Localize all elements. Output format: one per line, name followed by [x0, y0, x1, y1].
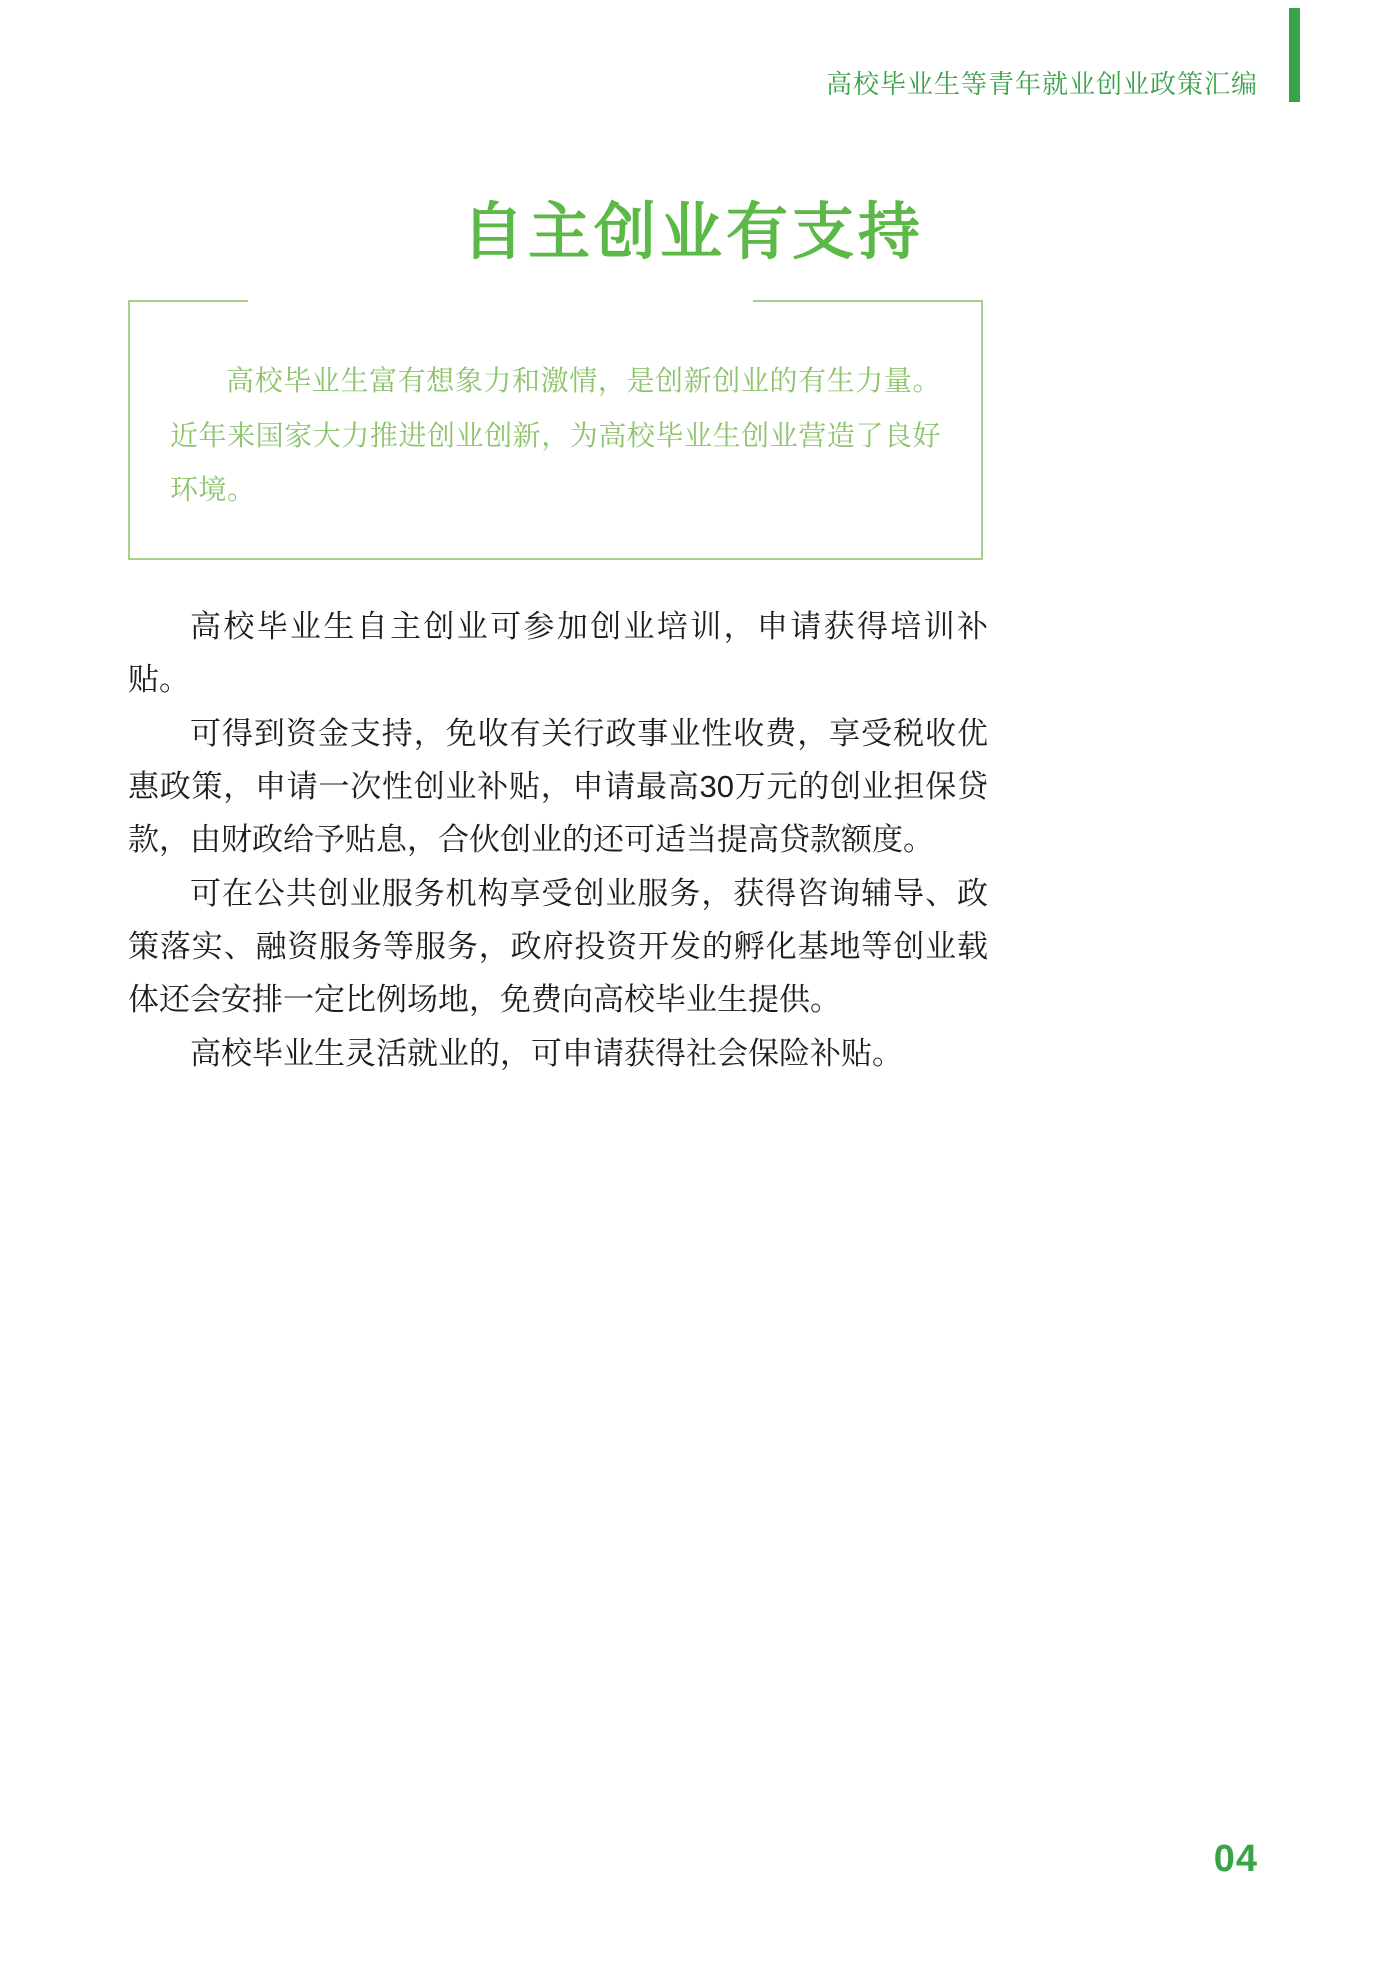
callout-box [128, 302, 983, 560]
body-paragraph: 可在公共创业服务机构享受创业服务，获得咨询辅导、政策落实、融资服务等服务，政府投资开发的孵化基地等创业载体还会安排一定比例场地，免费向高校毕业生提供。 [128, 875, 988, 1018]
body-paragraph: 可得到资金支持，免收有关行政事业性收费，享受税收优惠政策，申请一次性创业补贴，申请最高30万元的创业担保贷款，由财政给予贴息，合伙创业的还可适当提高贷款额度。 [128, 715, 988, 858]
body-content [128, 600, 988, 1080]
header-title: 高校毕业生等青年就业创业政策汇编 [825, 69, 1258, 99]
body-paragraph: 高校毕业生灵活就业的，可申请获得社会保险补贴。 [190, 1035, 903, 1071]
page-header [826, 56, 1258, 112]
callout-text: 高校毕业生富有想象力和激情，是创新创业的有生力量。近年来国家大力推进创业创新，为高校毕业生创业营造了良好环境。 [170, 365, 941, 506]
header-accent-bar [1289, 8, 1300, 102]
page-title: 自主创业有支持 [461, 198, 924, 267]
body-paragraph: 高校毕业生自主创业可参加创业培训，申请获得培训补贴。 [128, 609, 988, 698]
page-number: 04 [1213, 1838, 1258, 1880]
